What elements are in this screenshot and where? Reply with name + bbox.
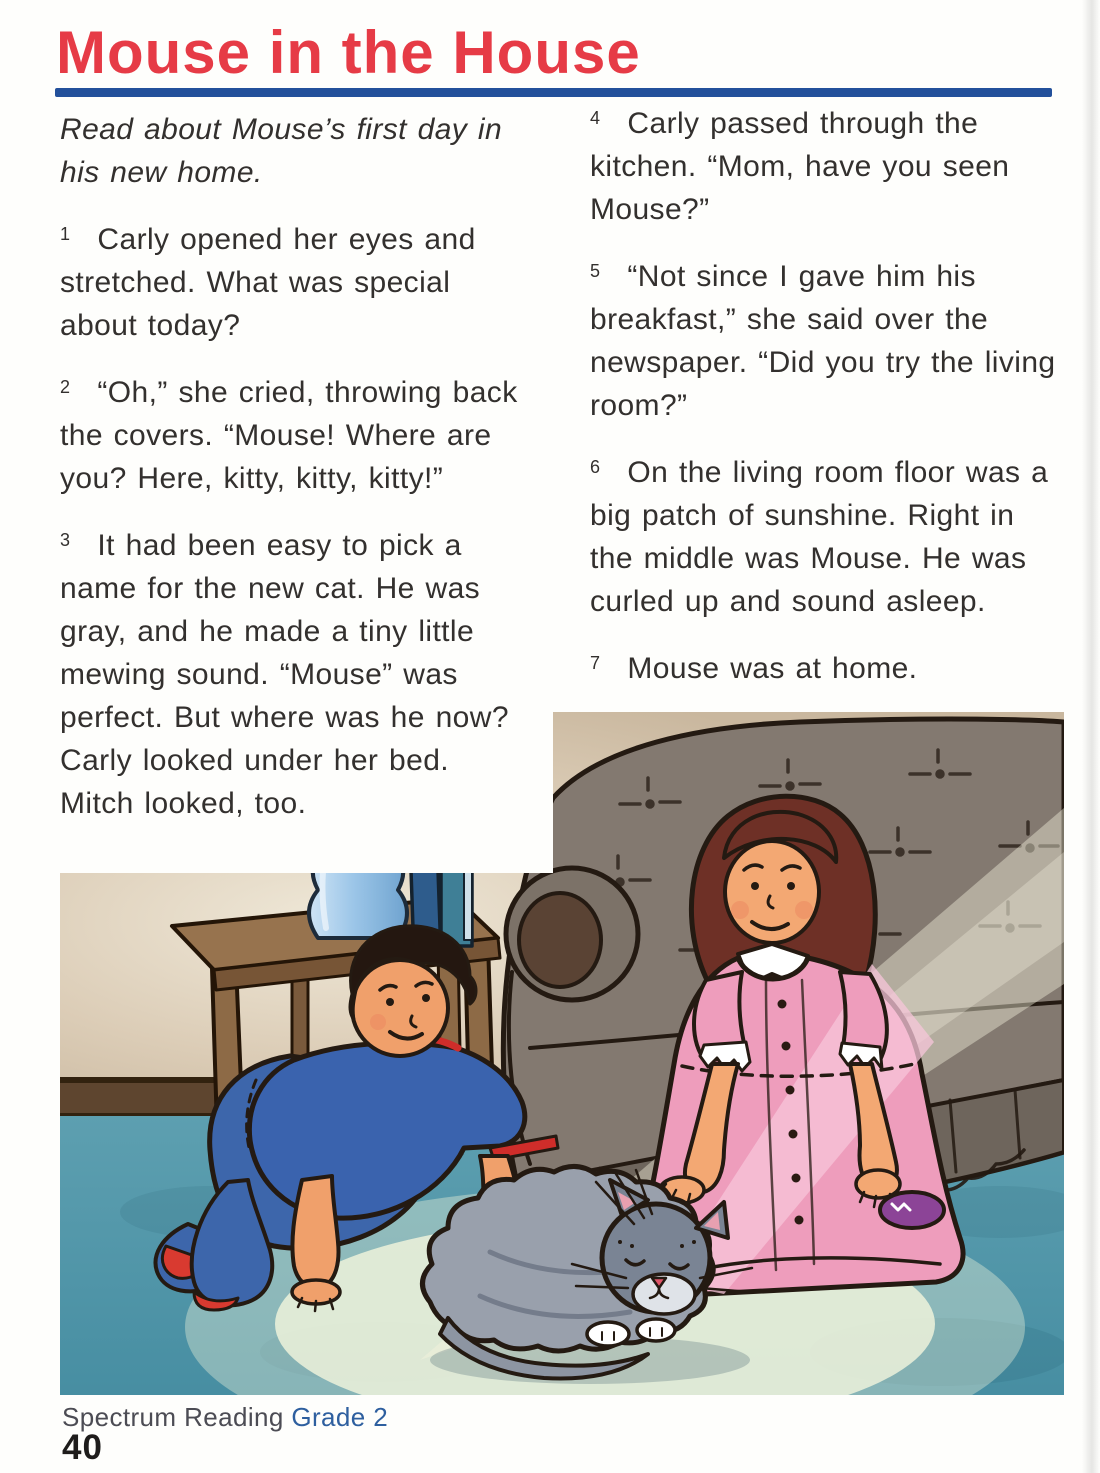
paragraph-text: On the living room floor was a big patch of sunshine. Right in the middle was Mouse. He was curled up and sound asleep. — [590, 456, 1049, 618]
page-number: 40 — [62, 1428, 103, 1467]
title-rule — [55, 88, 1052, 97]
story-paragraph — [60, 371, 528, 500]
vase — [309, 826, 407, 938]
paragraph-text: Carly passed through the kitchen. “Mom, have you seen Mouse?” — [590, 107, 1010, 226]
boy-left-hand — [292, 1280, 340, 1311]
story-paragraph — [590, 647, 1062, 690]
story-paragraph — [590, 255, 1062, 427]
footer-grade: Grade 2 — [291, 1402, 389, 1432]
paragraph-text: Carly opened her eyes and stretched. What was special about today? — [60, 223, 476, 342]
living-room-scene — [60, 712, 1064, 1395]
paragraph-number: 4 — [590, 108, 601, 128]
paragraph-text: “Oh,” she cried, throwing back the covers. “Mouse! Where are you? Here, kitty, kitty, kitty!” — [60, 376, 518, 495]
story-paragraph — [60, 218, 528, 347]
paragraph-number: 6 — [590, 457, 601, 477]
story-paragraph — [590, 102, 1062, 231]
story-column-right — [590, 102, 1062, 690]
paragraph-number: 5 — [590, 261, 601, 281]
footer — [62, 1402, 388, 1433]
story-intro: Read about Mouse’s first day in his new home. — [60, 113, 503, 189]
footer-series: Spectrum Reading — [62, 1402, 284, 1432]
paragraph-number: 2 — [60, 377, 71, 397]
paragraph-number: 7 — [590, 653, 601, 673]
page-title: Mouse in the House — [56, 19, 641, 86]
paragraph-number: 1 — [60, 224, 71, 244]
purple-shoe — [880, 1192, 944, 1228]
story-paragraph — [590, 451, 1062, 623]
story-illustration — [60, 712, 1064, 1395]
boy-left-arm — [292, 1176, 338, 1288]
boy-face — [352, 960, 448, 1056]
page-scan-edge — [1082, 0, 1100, 1473]
paragraph-text: It had been easy to pick a name for the new cat. He was gray, and he made a tiny little mewing sound. “Mouse” was perfect. But where was he now? Carly looked under her bed. Mitch looked, too. — [60, 529, 509, 820]
paragraph-text: Mouse was at home. — [627, 652, 918, 685]
paragraph-number: 3 — [60, 530, 71, 550]
paragraph-text: “Not since I gave him his breakfast,” she said over the newspaper. “Did you try the living room?” — [590, 260, 1056, 422]
